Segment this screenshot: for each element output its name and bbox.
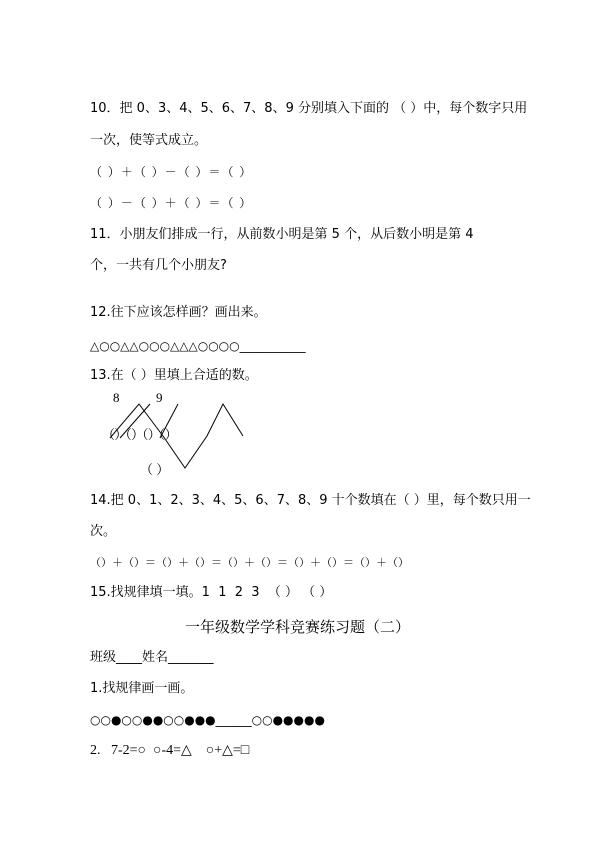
class-name-line: 班级____姓名_______ [90, 650, 214, 665]
section-title: 一年级数学学科竞赛练习题（二） [184, 618, 410, 636]
q13-bottom-paren: （ ） [140, 462, 170, 477]
q11-line2: 个，一共有几个小朋友? [90, 258, 227, 273]
q14-line2: 次。 [90, 524, 117, 539]
q12-line1: 12.往下应该怎样画？画出来。 [90, 305, 267, 320]
q10-line2: 一次，使等式成立。 [90, 133, 208, 148]
q15-line1: 15.找规律填一填。1 1 2 3 （ ） （ ） [90, 585, 333, 600]
q14-line1: 14.把 0、1、2、3、4、5、6、7、8、9 十个数填在（ ）里，每个数只用一 [90, 493, 531, 508]
q12-shape-sequence: △○○△△○○○△△△○○○○___________ [90, 339, 306, 353]
q13-number-8: 8 [113, 390, 120, 405]
q14-equation: （）＋（）＝（）＋（）＝（）＋（）＝（）＋（）＝（）＋（） [90, 556, 409, 569]
q13-line1: 13.在（ ）里填上合适的数。 [90, 368, 258, 383]
q10-equation-2: （ ）－（ ）＋（ ）＝（ ） [90, 196, 253, 210]
q10-equation-1: （ ）＋（ ）－（ ）＝（ ） [90, 165, 253, 179]
p1-line1: 1.找规律画一画。 [90, 681, 194, 696]
q13-paren-row: （ ）（ ）（ ）（ ） [102, 427, 176, 442]
p2-line1: 2. 7-2=○ ○-4=△ ○+△=□ [90, 743, 250, 758]
q13-number-9: 9 [156, 390, 163, 405]
q10-line1: 10．把 0、3、4、5、6、7、8、9 分别填入下面的 （ ）中，每个数字只用 [90, 101, 528, 116]
p1-circle-pattern: ○○●○○●●○○●●●______○○●●●●● [90, 713, 325, 727]
q11-line1: 11．小朋友们排成一行，从前数小明是第 5 个，从后数小明是第 4 [90, 227, 474, 242]
